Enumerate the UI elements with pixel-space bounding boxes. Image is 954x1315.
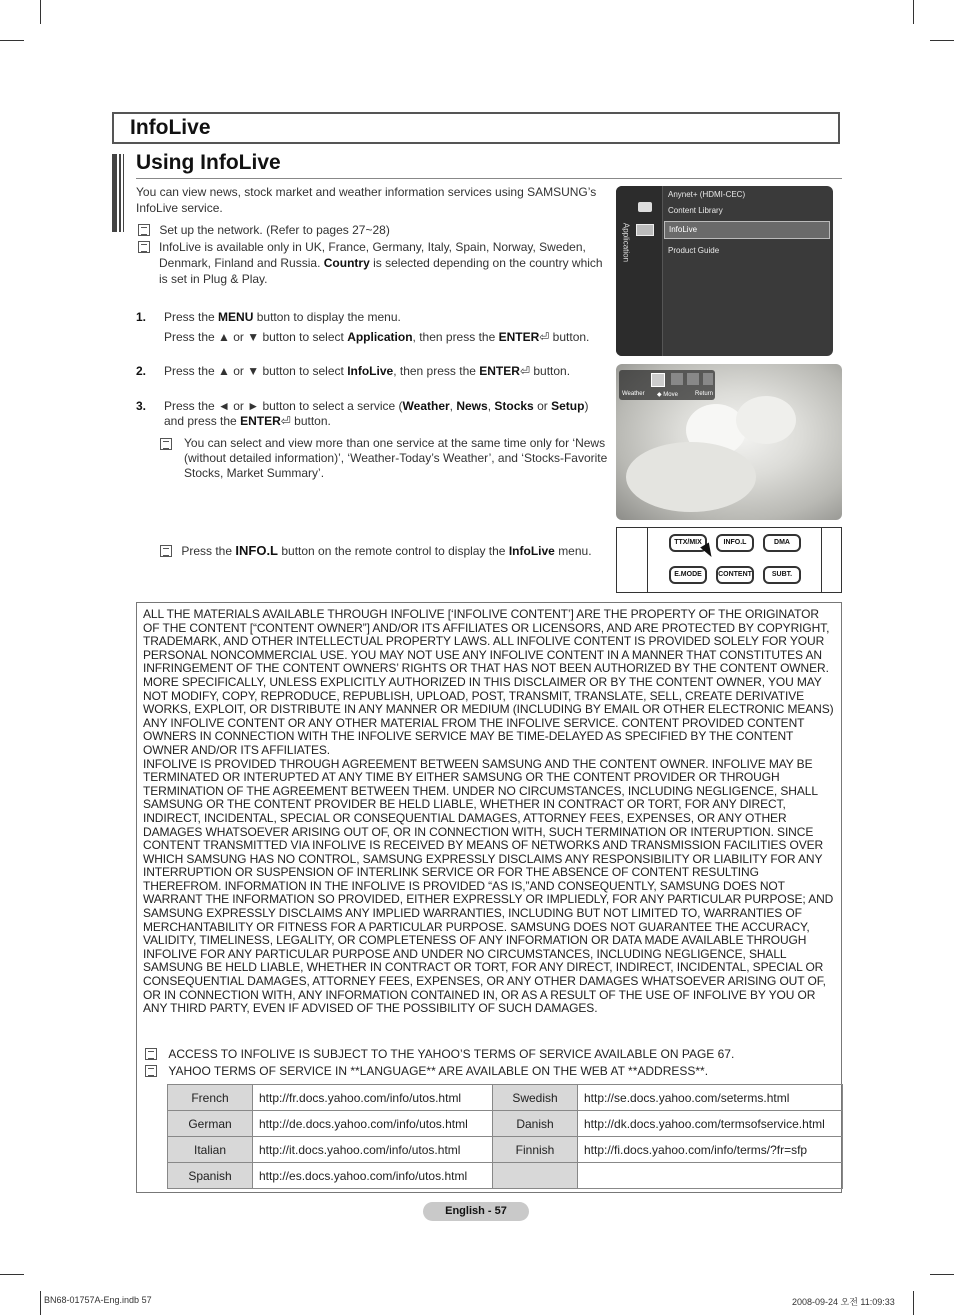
bear-cub [736, 396, 796, 444]
note-icon [138, 241, 150, 253]
news-service-icon[interactable] [671, 373, 683, 385]
access-note-2: YAHOO TERMS OF SERVICE IN **LANGUAGE** ARE AVAILABLE ON THE WEB AT **ADDRESS**. [145, 1064, 708, 1078]
language-cell: Finnish [493, 1137, 578, 1163]
language-cell: Swedish [493, 1085, 578, 1111]
subt-button[interactable]: SUBT. [763, 566, 801, 584]
language-cell: French [168, 1085, 253, 1111]
ttx-mix-button[interactable]: TTX/MIX [669, 534, 707, 552]
pointer-arrow-icon [700, 542, 716, 559]
crop-mark [0, 40, 24, 41]
infolive-screenshot [616, 364, 842, 520]
url-link[interactable]: http://fr.docs.yahoo.com/info/utos.html [253, 1085, 493, 1111]
step-3: 3. Press the ◄ or ► button to select a service (Weather, News, Stocks or Setup) and press the ENTER⏎ button. [136, 399, 589, 428]
crop-mark [40, 1291, 41, 1315]
table-row [168, 1137, 843, 1163]
application-label: Application [621, 222, 631, 263]
url-link[interactable]: http://de.docs.yahoo.com/info/utos.html [253, 1111, 493, 1137]
url-link[interactable]: http://se.docs.yahoo.com/seterms.html [578, 1085, 843, 1111]
menu-screenshot [616, 186, 833, 356]
subsection-title: Using InfoLive [136, 151, 281, 174]
content-button[interactable]: CONTENT [716, 566, 754, 584]
crop-mark [913, 0, 914, 24]
subsection-marker [112, 154, 124, 232]
setup-service-icon[interactable] [703, 373, 713, 385]
note-network: Set up the network. (Refer to pages 27~28) [138, 222, 608, 238]
enter-icon: ⏎ [519, 364, 530, 378]
disclaimer-paragraph-1: ALL THE MATERIALS AVAILABLE THROUGH INFOLIVE [‘INFOLIVE CONTENT’] ARE THE PROPERTY OF THE ORIGINATOR OF THE CONTENT [“CONTENT OWNER”] AND/OR ITS AFFILIATES OR LICENSORS, AND ARE PROTECTED BY COPYRIGHT, TRADEMARK, AND OTHER INTELLECTUAL PROPERTY LAWS. ALL INFOLIVE CONTENT IS PROVIDED SOLELY FOR YOUR PERSONAL NONCOMMERCIAL USE. YOU MAY NOT USE ANY INFOLIVE CONTENT IN A MANNER THAT CONSTITUTES AN INFRINGEMENT OF THE CONTENT OWNERS’ RIGHTS OR THAT HAS NOT BEEN AUTHORIZED BY THE CONTENT OWNER. MORE SPECIFICALLY, UNLESS EXPLICITLY AUTHORIZED IN THIS DISCLAIMER OR BY THE CONTENT OWNER, YOU MAY NOT MODIFY, COPY, REPRODUCE, REPUBLISH, UPLOAD, POST, TRANSMIT, TRANSLATE, SELL, CREATE DERIVATIVE WORKS, EXPLOIT, OR DISTRIBUTE IN ANY MANNER OR MEDIUM (INCLUDING BY EMAIL OR OTHER ELECTRONIC MEANS) ANY INFOLIVE CONTENT OR ANY OTHER MATERIAL FROM THE INFOLIVE SERVICE. CONTENT PROVIDED CONTENT OWNERS IN CONNECTION WITH THE INFOLIVE SERVICE MAY BE TIME-DELAYED AS SPECIFIED BY THE CONTENT OWNER AND/OR ITS AFFILIATES. [143, 607, 834, 757]
url-link[interactable]: http://dk.docs.yahoo.com/termsofservice.html [578, 1111, 843, 1137]
access-note-1: ACCESS TO INFOLIVE IS SUBJECT TO THE YAHOO’S TERMS OF SERVICE AVAILABLE ON PAGE 67. [145, 1047, 734, 1061]
url-link[interactable]: http://fi.docs.yahoo.com/info/terms/?fr=sfp [578, 1137, 843, 1163]
language-cell [493, 1163, 578, 1189]
crop-mark [913, 1291, 914, 1315]
note-icon [160, 545, 172, 557]
e-mode-button[interactable]: E.MODE [669, 566, 707, 584]
note-icon [145, 1048, 157, 1060]
enter-icon: ⏎ [280, 414, 291, 428]
menu-item-product-guide[interactable]: Product Guide [668, 246, 720, 255]
intro-text: You can view news, stock market and weather information services using SAMSUNG’s InfoLive service. [136, 185, 597, 215]
enter-icon: ⏎ [539, 330, 550, 344]
note-availability: InfoLive is available only in UK, France, Germany, Italy, Spain, Norway, Sweden, Denmark, Finland and Russia. Country is selected depending on the country which is set in Plug & Play. [138, 239, 608, 287]
dma-button[interactable]: DMA [763, 534, 801, 552]
language-cell: Italian [168, 1137, 253, 1163]
section-title: InfoLive [130, 116, 211, 139]
bear-adult [626, 442, 756, 512]
crop-mark [930, 1274, 954, 1275]
move-label: ◆ Move [657, 392, 678, 398]
table-row [168, 1163, 843, 1189]
note-icon [160, 438, 172, 450]
disclaimer-box [136, 602, 842, 1193]
note-icon [145, 1065, 157, 1077]
file-info: BN68-01757A-Eng.indb 57 [44, 1295, 152, 1305]
network-icon [638, 202, 652, 212]
note-icon [138, 224, 150, 236]
service-bar [619, 370, 715, 400]
divider [136, 178, 842, 179]
url-link[interactable]: http://it.docs.yahoo.com/info/utos.html [253, 1137, 493, 1163]
weather-label: Weather [622, 391, 645, 397]
url-link[interactable] [578, 1163, 843, 1189]
table-row [168, 1111, 843, 1137]
application-icon [636, 224, 654, 236]
remote-control-image [616, 527, 842, 593]
menu-item-anynet[interactable]: Anynet+ (HDMI-CEC) [668, 190, 746, 199]
crop-mark [930, 40, 954, 41]
tos-table [167, 1084, 843, 1189]
weather-service-icon[interactable] [651, 373, 665, 387]
disclaimer-paragraph-2: INFOLIVE IS PROVIDED THROUGH AGREEMENT BETWEEN SAMSUNG AND THE CONTENT OWNER. INFOLIVE MAY BE TERMINATED OR INTERUPTED AT ANY TIME BY EITHER SAMSUNG OR THE CONTENT PROVIDER OR THROUGH TERMINATION OF THE AGREEMENT BETWEEN THEM. UNDER NO CIRCUMSTANCES, INCLUDING NEGLIGENCE, SHALL SAMSUNG OR THE CONTENT PROVIDER BE HELD LIABLE, WHETHER IN CONTRACT OR TORT, FOR ANY DIRECT, INDIRECT, INCIDENTAL, SPECIAL OR CONSEQUENTIAL DAMAGES, ATTORNEY FEES, EXPENSES, OR ANY OTHER DAMAGES WHATSOEVER ARISING OUT OF, OR IN CONNECTION WITH, SUCH TERMINATION OR INTERUPTION. SINCE CONTENT TRANSMITTED VIA INFOLIVE IS RECEIVED BY MEANS OF NETWORKS AND TRANSMISSION FACILITIES OVER WHICH SAMSUNG HAS NO CONTROL, SAMSUNG EXPRESSLY DISCLAIMS ANY RESPONSIBILITY OR LIABILITY FOR ANY INTERRUPTION OR SUSPENSION OF INTERLINK SERVICE OR FOR THE ABSENCE OF CONTENT RESULTING THEREFROM. INFORMATION IN THE INFOLIVE IS PROVIDED “AS IS,”AND CONSEQUENTLY, SAMSUNG DOES NOT WARRANT THE INFORMATION SO PROVIDED, EITHER EXPRESSLY OR IMPLIEDLY, FOR ANY PARTICULAR PURPOSE; AND SAMSUNG EXPRESSLY DISCLAIMS ANY IMPLIED WARRANTIES, INCLUDING BUT NOT LIMITED TO, WARRANTIES OF MERCHANTABILITY OR FITNESS FOR A PARTICULAR PURPOSE. SAMSUNG DOES NOT GUARANTEE THE ACCURACY, VALIDITY, TIMELINESS, LEGALITY, OR COMPLETENESS OF ANY INFORMATION OR DATA MADE AVAILABLE THROUGH INFOLIVE FOR ANY PARTICULAR PURPOSE AND UNDER NO CIRCUMSTANCES, INCLUDING NEGLIGENCE, SHALL SAMSUNG BE HELD LIABLE, WHETHER IN CONTRACT OR TORT, FOR ANY DIRECT, INDIRECT, INCIDENTAL, SPECIAL OR CONSEQUENTIAL DAMAGES, ATTORNEY FEES, EXPENSES, OR ANY OTHER DAMAGES WHATSOEVER ARISING OUT OF, OR IN CONNECTION WITH, ANY INFORMATION CONTAINED IN, OR AS A RESULT OF THE USE OF INFOLIVE BY YOU OR ANY THIRD PARTY, EVEN IF ADVISED OF THE POSSIBILITY OF SUCH DAMAGES. [143, 756, 834, 1016]
menu-item-content-library[interactable]: Content Library [668, 206, 723, 215]
menu-item-infolive[interactable]: InfoLive [664, 221, 830, 239]
print-date: 2008-09-24 오전 11:09:33 [792, 1297, 895, 1307]
table-row [168, 1085, 843, 1111]
note-remote: Press the INFO.L button on the remote control to display the InfoLive menu. [160, 543, 612, 559]
language-cell: Spanish [168, 1163, 253, 1189]
url-link[interactable]: http://es.docs.yahoo.com/info/utos.html [253, 1163, 493, 1189]
language-cell: German [168, 1111, 253, 1137]
note-multi-service: You can select and view more than one service at the same time only for ‘News (without detailed information)’, ‘Weather-Today’s Weather’, and ‘Stocks-Favorite Stocks, Market Summary’. [160, 436, 610, 481]
step-1: 1. Press the MENU button to display the menu. Press the ▲ or ▼ button to select Application, then press the ENTER⏎ button. [136, 310, 590, 344]
return-label: Return [695, 391, 714, 397]
page-number: English - 57 [423, 1202, 529, 1221]
stocks-service-icon[interactable] [687, 373, 699, 385]
crop-mark [0, 1274, 24, 1275]
language-cell: Danish [493, 1111, 578, 1137]
info-l-button[interactable]: INFO.L [716, 534, 754, 552]
step-2: 2. Press the ▲ or ▼ button to select InfoLive, then press the ENTER⏎ button. [136, 364, 571, 378]
section-header [112, 112, 840, 144]
crop-mark [40, 0, 41, 24]
